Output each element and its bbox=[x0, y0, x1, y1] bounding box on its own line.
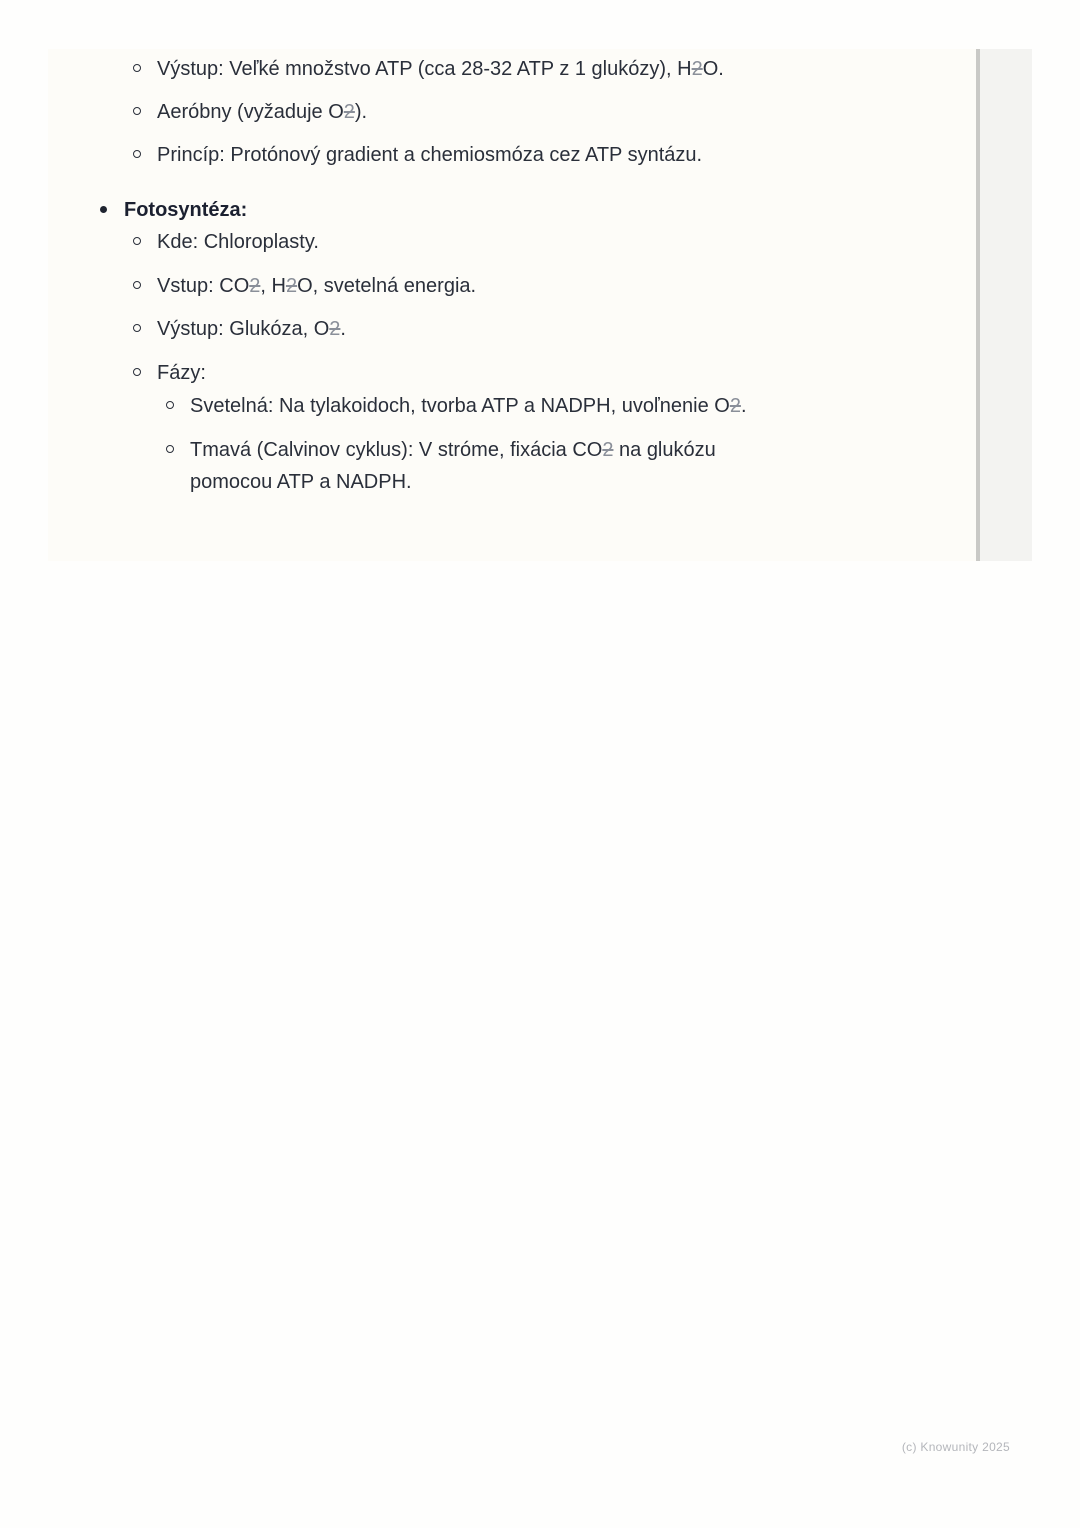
subscript: 2 bbox=[691, 58, 703, 80]
text: Aeróbny (vyžaduje O bbox=[157, 101, 344, 123]
list-item-dark-phase-continuation: pomocou ATP a NADPH. bbox=[190, 471, 412, 493]
list-item-where: Kde: Chloroplasty. bbox=[157, 231, 319, 253]
list-item-respiration-output bbox=[157, 53, 724, 85]
list-item-dark-phase bbox=[190, 434, 716, 466]
text: Výstup: Veľké množstvo ATP (cca 28-32 ATP z 1 glukózy), H bbox=[157, 58, 692, 80]
list-item-phases: Fázy: bbox=[157, 362, 206, 384]
text: O. bbox=[702, 58, 724, 80]
text: Vstup: CO bbox=[157, 275, 250, 297]
subscript: 2 bbox=[329, 318, 341, 340]
text: . bbox=[740, 395, 747, 417]
list-bullet-icon bbox=[133, 237, 141, 245]
list-bullet-icon bbox=[133, 324, 141, 332]
text: Princíp: Protónový gradient a chemiosmóza cez ATP syntázu. bbox=[157, 144, 703, 166]
list-item-input bbox=[157, 270, 476, 302]
list-item-respiration-principle bbox=[157, 139, 702, 171]
text: ). bbox=[354, 101, 368, 123]
list-item-respiration-aerobic bbox=[157, 96, 367, 128]
list-item-light-phase bbox=[190, 390, 747, 422]
text: O, svetelná energia. bbox=[297, 275, 477, 297]
subscript: 2 bbox=[729, 395, 741, 417]
text: , H bbox=[260, 275, 286, 297]
subscript: 2 bbox=[249, 275, 261, 297]
section-heading-photosynthesis: Fotosyntéza: bbox=[124, 199, 248, 221]
text: na glukózu bbox=[613, 439, 716, 461]
list-bullet-icon bbox=[100, 206, 107, 213]
list-bullet-icon bbox=[166, 445, 174, 453]
list-bullet-icon bbox=[133, 281, 141, 289]
list-bullet-icon bbox=[166, 401, 174, 409]
text: Svetelná: Na tylakoidoch, tvorba ATP a NADPH, uvoľnenie O bbox=[190, 395, 730, 417]
list-bullet-icon bbox=[133, 107, 141, 115]
text: Výstup: Glukóza, O bbox=[157, 318, 330, 340]
subscript: 2 bbox=[602, 439, 614, 461]
subscript: 2 bbox=[285, 275, 298, 297]
text: . bbox=[340, 318, 346, 340]
list-bullet-icon bbox=[133, 368, 141, 376]
footer-copyright: (c) Knowunity 2025 bbox=[901, 1440, 1010, 1454]
list-bullet-icon bbox=[133, 150, 141, 158]
side-rail bbox=[976, 49, 1032, 561]
list-item-output bbox=[157, 313, 346, 345]
text: Tmavá (Calvinov cyklus): V stróme, fixácia CO bbox=[190, 439, 603, 461]
subscript: 2 bbox=[343, 101, 355, 123]
list-bullet-icon bbox=[133, 64, 141, 72]
